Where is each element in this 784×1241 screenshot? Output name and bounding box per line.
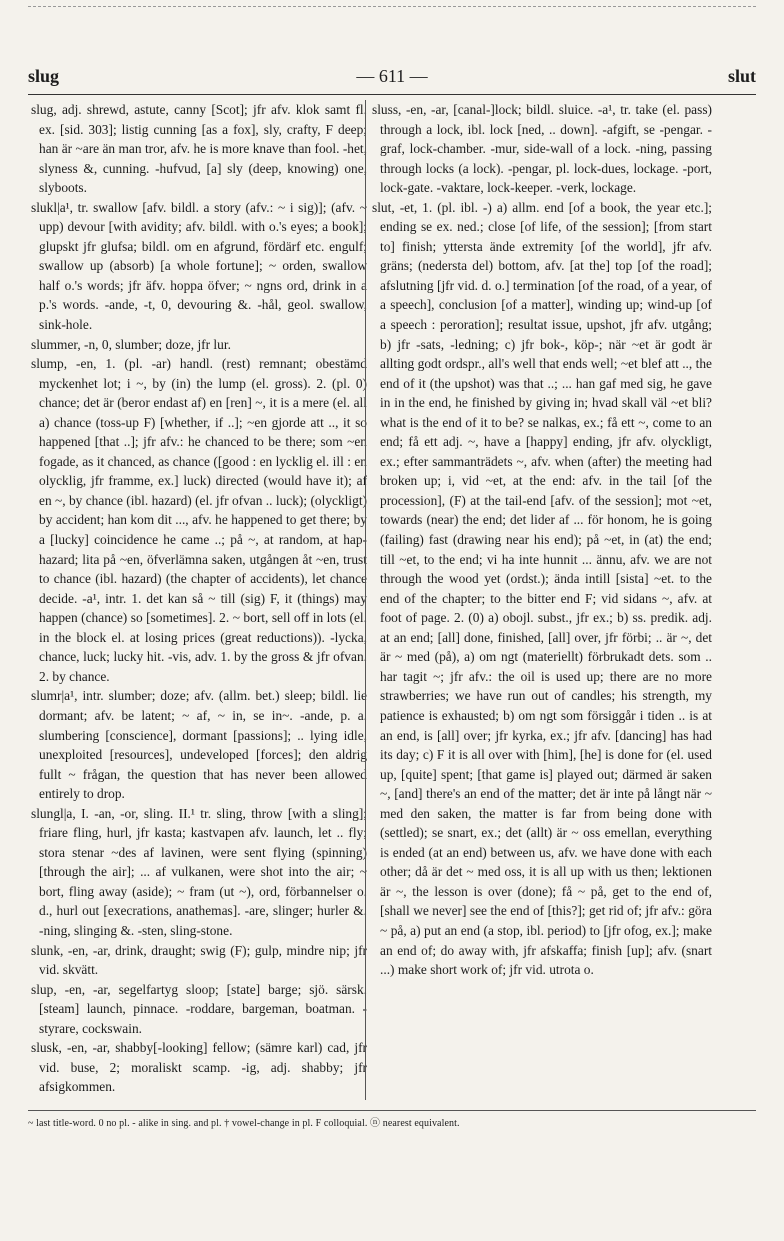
- entry-slummer: slummer, -n, 0, slumber; doze, jfr lur.: [31, 336, 231, 352]
- left-column: [31, 100, 367, 1106]
- header-rule: [28, 94, 756, 95]
- entry-sluka: slukl|a¹, tr. swallow [afv. bildl. a story (afv.: ~ i sig)]; (afv. ~ upp) devour [with avidity; afv. bildl. with o.'s eyes; a book]; glupskt jfr glufsa; bildl. om en afgrund, fördärf etc. engulf; swallow up (absorb) [a whole fortune]; ~ orden, swallow half o.'s words; jfr äfv. hoppa öfver; ~ ngns ord, drink in a p.'s words. -ande, -t, 0, devouring &. -hål, geol. swallow, sink-hole.: [31, 199, 367, 333]
- entry-slunk: slunk, -en, -ar, drink, draught; swig (F); gulp, mindre nip; jfr vid. skvätt.: [31, 942, 367, 978]
- entry-slumra: slumr|a¹, intr. slumber; doze; afv. (allm. bet.) sleep; bildl. lie dormant; afv. be latent; ~ af, ~ in, se in~. -ande, p. a. slumbering [conscience], dormant [passions]; .. lying idle, unexploited [resources], undeveloped [forces]; den aldrig fullt ~ frågan, the question that has never been allowed entirely to drop.: [31, 688, 367, 802]
- entry-slug: slug, adj. shrewd, astute, canny [Scot]; jfr afv. klok samt fl. ex. [sid. 303]; listig cunning [as a fox], sly, crafty, F deep; han är ~are än man tror, afv. he is more knave than fool. -het, slyness &, cunning. -hufvud, [a] sly (deep, knowing) one, slyboots.: [31, 102, 367, 196]
- entry-slusk: slusk, -en, -ar, shabby[-looking] fellow; (sämre karl) cad, jfr vid. buse, 2; moraliskt scamp. -ig, adj. shabby; jfr afsigkommen.: [31, 1040, 367, 1095]
- entry-slup: slup, -en, -ar, segelfartyg sloop; [state] barge; sjö. särsk. [steam] launch, pinnace. -roddare, bargeman, boatman. -styrare, cockswain.: [31, 981, 367, 1036]
- entry-slut: slut, -et, 1. (pl. ibl. -) a) allm. end [of a book, the year etc.]; ending se ex. ned.; close [of life, of the session]; [from start to] finish; yttersta ände extremity [of the world], jfr afv. gräns; (nedersta del) bottom, afv. [at the] top [of the road]; afslutning [jfr vid. d. o.] termination [of the road, of a year, of a speech], conclusion [of a matter], winding up; wind-up [of a speech : peroration]; resultat issue, upshot, jfr afv. utgång; b) jfr -sats, -ledning; c) jfr bok-, köp-; när ~et är godt är allting godt ordspr., all's well that ends well; ~et blef att .., the end of it (the upshot) was that ..; ... han gaf med sig, he gave in in the end, he finished by giving in; hvad skall väl ~et bli? what is the end of it to be? se nalkas, ex.; få ett ~, come to an end; få ett adj. ~, have a [happy] ending, jfr afv. olyckligt, ex.; efter sammanträdets ~, afv. when (after) the meeting had broken up; i, vid ~et, at the end: afv. in the tail [of the procession], (F) at the tail-end [afv. of the session]; mot ~et, towards (near) the end; det lider af ... för honom, he is going (failing) fast (drawing near his end); på ~et, in (at) the end; till ~et, to the end; vi ha inte hunnit ... ännu, afv. we are not through the wood yet (ordst.); ända intill [sista] ~et. to the end of the chapter; to the bitter end F; vid sidans ~, afv. at foot of page. 2. (0) a) obojl. subst., jfr ex.; b) ss. predik. adj. at an end; [all] done, finished, [all] over, jfr förbi; .. är ~, det är ~ med (på), a) om ngt (materiellt) förbrukadt dets. som .. har tagit ~; jfr afv.: the oil is used up; there are no more strawberries; we have run out of candles; his strength, my patience is exhausted; b) om ngt som försiggår i tiden .. is at an end, is [all] over; jfr kyrka, ex.; jfr afv. [dancing] has had its day; c) F it is all over with [him], [he] is done for (el. used up, [quite] spent; [that game is] played out; därmed är saken ~, [and] there's an end of the matter; det är inte på långt när ~ med den saken, the matter is far from being done with (settled); se snart, ex.; det (allt) är ~ oss emellan, everything is ended (at an end) between us, afv. we have done with each other; då är det ~ med oss, it is all up with us then; lektionen är ~, the lesson is over (done); få ~ på, get to the end of, [shall we never] see the end of [this?]; get rid of; jfr afv.: göra ~ på, a) put an end (a stop, ibl. period) to [jfr ofog, ex.]; make an end of; do away with, jfr afskaffa; finish [up]; afv. (snart ...) make short work of; jfr vid. utrota o.: [372, 199, 712, 978]
- entry-slunga: slungl|a, I. -an, -or, sling. II.¹ tr. sling, throw [with a sling]; friare fling, hurl, jfr kasta; kastvapen afv. launch, let .. fly; stora stenar ~des af lavinen, were sent flying (spinning) [through the air]; ... af vulkanen, were shot into the air; ~ bort, fling away (aside); ~ fram (ut ~), ord, förbannelser o. d., hurl out [execrations, anathemas]. -are, slinger; hurler &. -ning, slinging &. -sten, sling-stone.: [31, 805, 367, 938]
- right-column: [372, 100, 712, 1106]
- right-headword: slut: [727, 66, 756, 86]
- entry-sluss: sluss, -en, -ar, [canal-]lock; bildl. sluice. -a¹, tr. take (el. pass) through a lock, ibl. lock [ned, .. down]. -afgift, se -pengar. -graf, lock-chamber. -mur, side-wall of a lock. -ning, passing through locks (a lock). -pengar, pl. lock-dues, lockage. -port, lock-gate. -vaktare, lock-keeper. -verk, lockage.: [372, 102, 712, 196]
- page-header: [28, 66, 756, 90]
- entry-slump: slump, -en, 1. (pl. -ar) handl. (rest) remnant; obestämd myckenhet lot; i ~, by (in) the lump (el. gross). 2. (pl. 0) chance; det är (beror endast af) en [ren] ~, it is a mere (el. all a) chance (toss-up F) [whether, if ..]; ~en gjorde att .., it so happened [that ..]; jfr afv.: he chanced to be there; som ~en fogade, as it chanced, as chance ([good : en lycklig el. ill : en olycklig, jfr framme, ex.] luck) directed (would have it); af en ~, by chance (ibl. hazard) (el. jfr ofvan .. luck); (olyckligt) by accident; han kom dit ..., afv. he happened to get there; by a [lucky] coincidence he came ..; på ~, at random, at hap-hazard; lita på ~en, öfverlämna saken, utgången åt ~en, trust to chance (ibl. hazard) (the chapter of accidents), let chance decide. -a¹, intr. 1. det kan så ~ till (sig) F, it (things) may happen (chance) so [sometimes]. 2. ~ bort, sell off in lots (el. in the block el. at losing prices (great reductions)). -lycka, chance, luck; lucky hit. -vis, adv. 1. by the gross & jfr ofvan. 2. by chance.: [31, 356, 367, 684]
- top-edge-line: [28, 6, 756, 7]
- left-headword: slug: [28, 66, 60, 86]
- column-divider: [365, 100, 366, 1100]
- footer-rule: [28, 1110, 756, 1111]
- page-number: — 611 —: [356, 66, 428, 86]
- abbreviation-key: ~ last title-word. 0 no pl. - alike in sing. and pl. † vowel-change in pl. F colloquial. ⓝ nearest equivalent.: [28, 1118, 460, 1129]
